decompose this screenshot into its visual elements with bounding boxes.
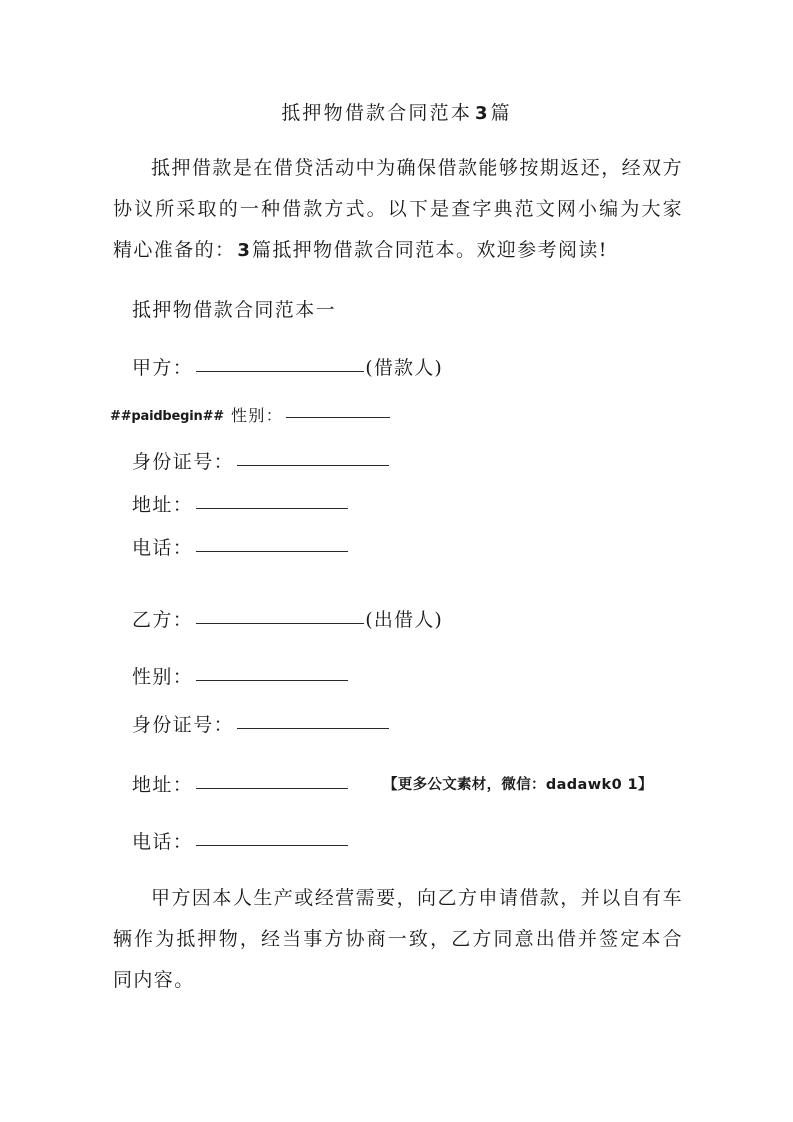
field-label-id-b: 身份证号： xyxy=(132,714,235,736)
field-row-party-a xyxy=(113,353,443,383)
field-suffix-party-a: (借款人) xyxy=(365,357,444,379)
field-row-id-a xyxy=(113,447,390,477)
field-blank-gender-a[interactable] xyxy=(286,417,390,418)
field-row-id-b xyxy=(113,710,390,740)
field-blank-phone-b[interactable] xyxy=(196,845,348,846)
field-row-gender-a xyxy=(110,400,391,432)
field-label-phone-b: 电话： xyxy=(132,831,194,853)
intro-paragraph-count: 3 xyxy=(237,240,250,261)
field-blank-address-a[interactable] xyxy=(196,508,348,509)
field-label-party-b: 乙方： xyxy=(132,609,194,631)
document-title-prefix: 抵押物借款合同范本 xyxy=(281,102,473,124)
section-heading-one: 抵押物借款合同范本一 xyxy=(132,299,337,321)
field-suffix-party-b: (出借人) xyxy=(365,609,444,631)
intro-paragraph-part2: 篇抵押物借款合同范本。欢迎参考阅读! xyxy=(251,239,608,261)
closing-paragraph: 甲方因本人生产或经营需要，向乙方申请借款，并以自有车辆作为抵押物，经当事方协商一致，乙方同意出借并签定本合同内容。 xyxy=(113,887,683,991)
field-label-address-b: 地址： xyxy=(132,774,194,796)
field-row-party-b xyxy=(113,605,443,635)
intro-paragraph-part1: 抵押借款是在借贷活动中为确保借款能够按期返还，经双方协议所采取的一种借款方式。以下是查字典范文网小编为大家精心准备的： xyxy=(113,157,683,261)
field-label-party-a: 甲方： xyxy=(132,357,194,379)
field-row-phone-a xyxy=(113,533,349,563)
field-label-gender-b: 性别： xyxy=(132,666,194,688)
field-blank-party-a[interactable] xyxy=(196,371,364,372)
field-row-phone-b xyxy=(113,827,349,857)
field-blank-phone-a[interactable] xyxy=(196,551,348,552)
field-label-phone-a: 电话： xyxy=(132,537,194,559)
intro-paragraph xyxy=(113,148,683,271)
field-label-id-a: 身份证号： xyxy=(132,451,235,473)
document-title-suffix: 篇 xyxy=(490,102,512,124)
paid-begin-marker: ##paidbegin## xyxy=(110,409,224,424)
field-label-address-a: 地址： xyxy=(132,494,194,516)
field-label-gender-a: 性别： xyxy=(230,406,284,425)
promo-note-open: 【更多公文素材，微信： xyxy=(383,777,546,793)
field-blank-id-b[interactable] xyxy=(237,728,389,729)
promo-watermark-note xyxy=(383,770,653,800)
field-blank-gender-b[interactable] xyxy=(196,680,348,681)
document-title xyxy=(0,100,793,127)
field-blank-id-a[interactable] xyxy=(237,465,389,466)
field-row-address-b xyxy=(113,770,349,800)
document-title-count: 3 xyxy=(475,103,488,124)
field-blank-party-b[interactable] xyxy=(196,623,364,624)
field-row-gender-b xyxy=(113,662,349,692)
promo-note-wechat-id: dadawk0 1 xyxy=(545,777,639,793)
promo-note-close: 】 xyxy=(638,777,653,793)
field-blank-address-b[interactable] xyxy=(196,788,348,789)
field-row-address-a xyxy=(113,490,349,520)
